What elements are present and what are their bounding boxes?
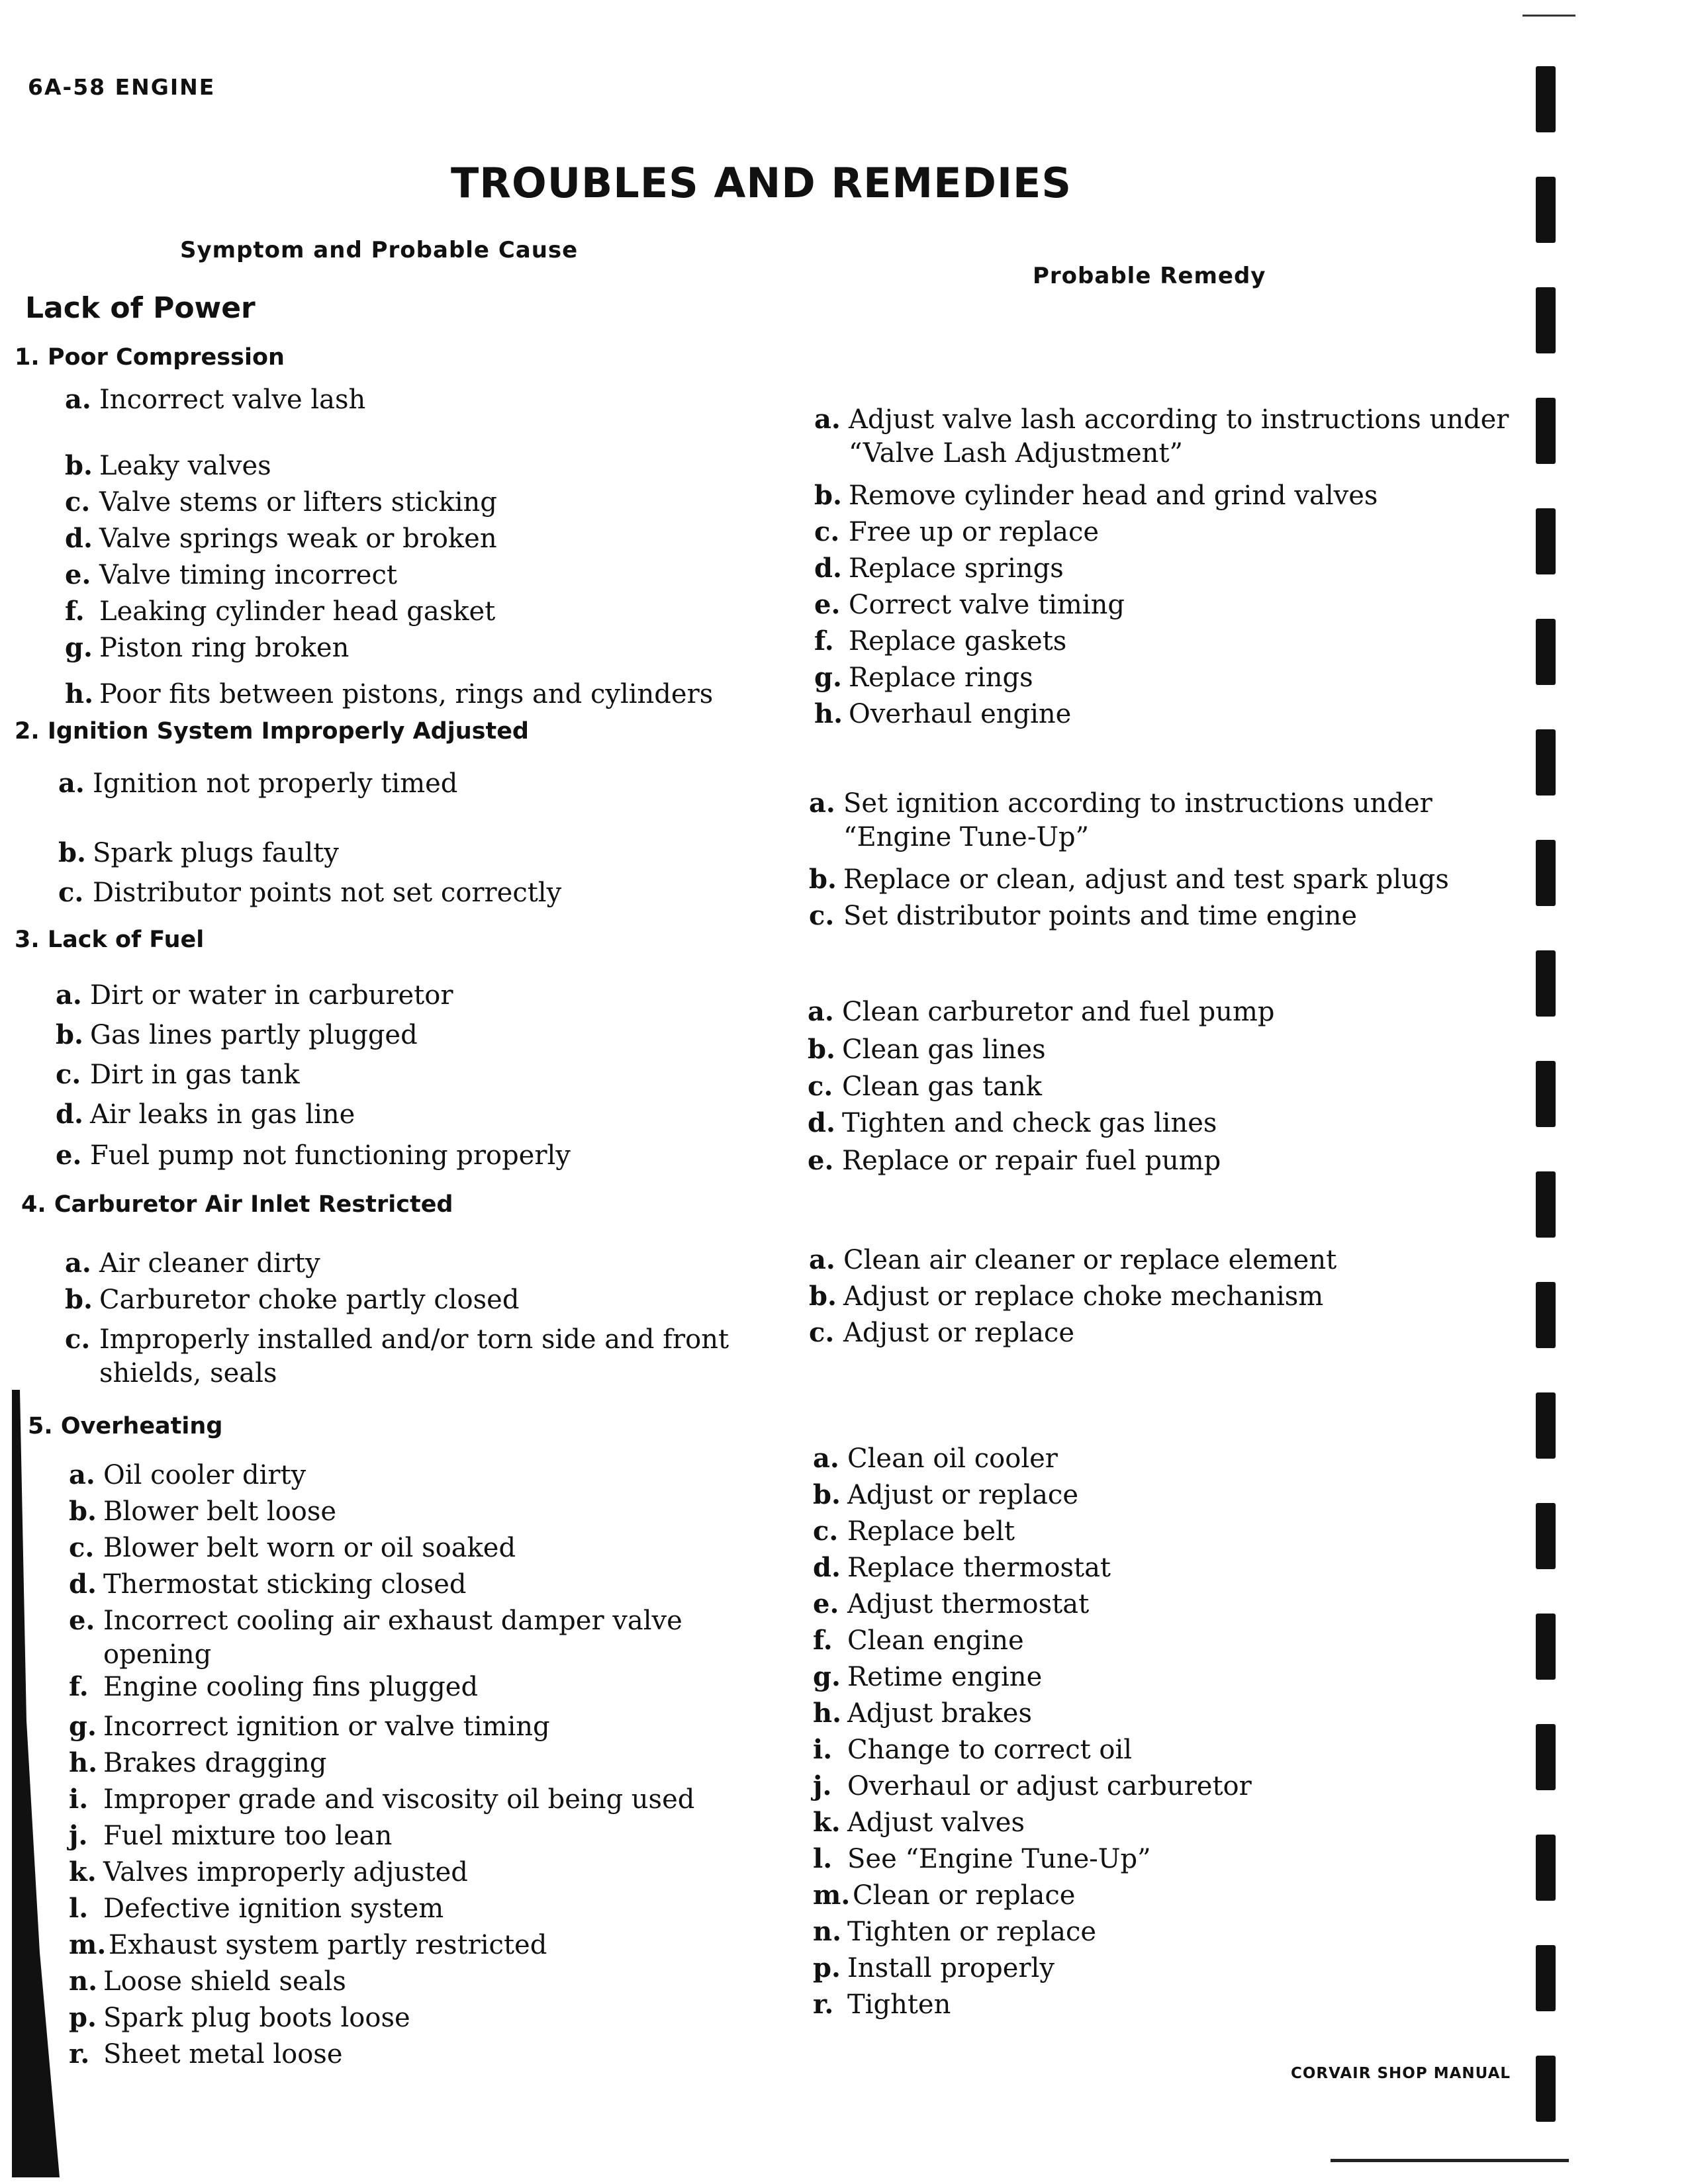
- cause-item-letter: m.: [69, 1929, 107, 1960]
- remedy-item-letter: d.: [814, 553, 842, 584]
- binding-mark: [1536, 66, 1556, 132]
- cause-item: [58, 877, 561, 908]
- remedy-item-letter: c.: [814, 516, 840, 547]
- remedy-item-text: Replace or repair fuel pump: [842, 1146, 1221, 1176]
- cause-item: [56, 979, 453, 1011]
- cause-item-text: Valves improperly adjusted: [103, 1857, 468, 1888]
- remedy-item-letter: l.: [813, 1843, 833, 1874]
- cause-item-text: Dirt or water in carburetor: [90, 980, 453, 1011]
- remedy-item-text: Clean air cleaner or replace element: [843, 1245, 1337, 1275]
- remedy-item-text: Adjust or replace choke mechanism: [843, 1281, 1324, 1312]
- cause-item-text: Fuel pump not functioning properly: [90, 1140, 571, 1171]
- binding-mark: [1536, 729, 1556, 796]
- cause-item-text: Air cleaner dirty: [99, 1248, 320, 1279]
- cause-item: [69, 2002, 410, 2033]
- remedy-item: [813, 1516, 1015, 1547]
- cause-item: [58, 837, 339, 868]
- remedy-item-text: Free up or replace: [849, 517, 1100, 547]
- cause-item-text: Blower belt worn or oil soaked: [103, 1533, 516, 1563]
- cause-item-text: Leaky valves: [99, 451, 271, 481]
- remedy-item-text: Clean gas tank: [842, 1071, 1043, 1102]
- cause-item: [69, 1459, 306, 1490]
- remedy-item-text: Clean gas lines: [842, 1034, 1046, 1065]
- cause-item-text: Incorrect cooling air exhaust damper valve: [103, 1606, 682, 1636]
- cause-item-text: Spark plug boots loose: [103, 2003, 410, 2033]
- remedy-item: [813, 1770, 1252, 1801]
- remedy-item-letter: b.: [813, 1479, 841, 1510]
- cause-item-letter: k.: [69, 1856, 97, 1888]
- page-title: TROUBLES AND REMEDIES: [450, 159, 1072, 207]
- binding-mark: [1536, 1945, 1556, 2011]
- column-header-remedy: Probable Remedy: [1033, 263, 1266, 289]
- remedy-item: [814, 404, 1509, 435]
- remedy-item-text: Correct valve timing: [849, 590, 1125, 620]
- cause-item: [69, 1929, 547, 1960]
- remedy-item: [814, 662, 1033, 693]
- bottom-rule: [1331, 2159, 1569, 2162]
- cause-item-text: Brakes dragging: [103, 1748, 327, 1778]
- binding-mark: [1536, 1061, 1556, 1127]
- cause-item-letter: c.: [65, 1324, 91, 1355]
- cause-item-letter: l.: [69, 1893, 89, 1924]
- remedy-item-text: Replace belt: [847, 1516, 1015, 1547]
- cause-item: [65, 678, 713, 709]
- remedy-item: [809, 864, 1449, 895]
- remedy-item: [809, 788, 1432, 819]
- remedy-item-letter: j.: [813, 1770, 832, 1801]
- remedy-item-text: Replace thermostat: [847, 1553, 1111, 1583]
- binding-mark: [1536, 287, 1556, 353]
- remedy-item: [813, 1661, 1042, 1692]
- cause-item-letter: g.: [65, 632, 93, 663]
- cause-item-text: Improperly installed and/or torn side and front: [99, 1324, 729, 1355]
- cause-item-letter: d.: [65, 523, 93, 554]
- cause-item-text: Incorrect ignition or valve timing: [103, 1711, 550, 1742]
- remedy-item-text: Set ignition according to instructions under: [843, 788, 1432, 819]
- remedy-item-letter: a.: [813, 1443, 839, 1474]
- remedy-item-letter: b.: [814, 480, 842, 511]
- remedy-item: [813, 1479, 1078, 1510]
- remedy-item: [813, 1952, 1055, 1983]
- cause-item-text: Piston ring broken: [99, 633, 350, 663]
- cause-item: [65, 596, 495, 627]
- remedy-item-text: Tighten or replace: [847, 1917, 1097, 1947]
- remedy-item: [813, 1843, 1151, 1874]
- remedy-item-text: Overhaul or adjust carburetor: [847, 1771, 1252, 1801]
- cause-item-letter: a.: [69, 1459, 95, 1490]
- remedy-item-text: Tighten: [847, 1989, 951, 2020]
- remedy-item-text: Adjust or replace: [843, 1318, 1075, 1348]
- cause-item-text: Ignition not properly timed: [93, 768, 458, 799]
- cause-item-letter: b.: [58, 837, 86, 868]
- cause-item-letter: c.: [58, 877, 84, 908]
- remedy-item-letter: b.: [808, 1034, 835, 1065]
- remedy-item-letter: i.: [813, 1734, 833, 1765]
- cause-item: [69, 1605, 682, 1636]
- cause-item-continuation: shields, seals: [99, 1358, 277, 1388]
- remedy-item-text: Adjust valves: [847, 1807, 1025, 1838]
- cause-item: [65, 450, 271, 481]
- remedy-item: [814, 625, 1066, 657]
- cause-item-letter: b.: [69, 1496, 97, 1527]
- trouble-group-title: 4. Carburetor Air Inlet Restricted: [21, 1191, 453, 1218]
- binding-mark: [1536, 177, 1556, 243]
- remedy-item-letter: g.: [814, 662, 842, 693]
- cause-item-text: Valve stems or lifters sticking: [99, 487, 497, 518]
- section-title: Lack of Power: [25, 291, 256, 325]
- remedy-item: [814, 516, 1099, 547]
- binding-mark: [1536, 1614, 1556, 1680]
- cause-item-letter: g.: [69, 1711, 97, 1742]
- binding-mark: [1536, 508, 1556, 574]
- binding-mark: [1536, 619, 1556, 685]
- binding-mark: [1536, 1282, 1556, 1348]
- cause-item-text: Valve springs weak or broken: [99, 523, 497, 554]
- cause-item-text: Spark plugs faulty: [93, 838, 339, 868]
- remedy-item-letter: p.: [813, 1952, 841, 1983]
- remedy-item-text: Overhaul engine: [849, 699, 1072, 729]
- remedy-item-letter: c.: [808, 1071, 833, 1102]
- cause-item: [65, 1324, 729, 1355]
- remedy-item-letter: e.: [814, 589, 841, 620]
- remedy-item-text: Change to correct oil: [847, 1735, 1133, 1765]
- cause-item: [69, 1784, 694, 1815]
- cause-item: [69, 1820, 392, 1851]
- remedy-item-letter: f.: [813, 1625, 833, 1656]
- cause-item: [69, 1711, 550, 1742]
- remedy-item: [814, 589, 1125, 620]
- page-header: 6A-58 ENGINE: [28, 74, 216, 100]
- binding-mark: [1536, 2056, 1556, 2122]
- cause-item: [65, 559, 397, 590]
- remedy-item: [813, 1916, 1096, 1947]
- cause-item-text: Air leaks in gas line: [90, 1099, 355, 1130]
- cause-item-letter: p.: [69, 2002, 97, 2033]
- trouble-group-title: 2. Ignition System Improperly Adjusted: [15, 718, 529, 745]
- cause-item-letter: c.: [56, 1059, 81, 1090]
- remedy-item: [814, 480, 1378, 511]
- remedy-item-text: Adjust valve lash according to instructions under: [849, 404, 1509, 435]
- remedy-item-continuation: “Valve Lash Adjustment”: [849, 438, 1183, 469]
- cause-item-letter: c.: [65, 486, 91, 518]
- cause-item: [69, 1496, 336, 1527]
- binding-mark: [1536, 1392, 1556, 1459]
- cause-item-letter: c.: [69, 1532, 95, 1563]
- remedy-item-text: Retime engine: [847, 1662, 1043, 1692]
- remedy-item-text: Tighten and check gas lines: [842, 1108, 1217, 1138]
- remedy-item-letter: c.: [813, 1516, 839, 1547]
- cause-item-letter: f.: [65, 596, 85, 627]
- remedy-item: [814, 553, 1064, 584]
- cause-item: [65, 486, 497, 518]
- cause-item-text: Incorrect valve lash: [99, 385, 366, 415]
- remedy-item-text: Install properly: [847, 1953, 1055, 1983]
- cause-item: [65, 1248, 320, 1279]
- cause-item: [65, 523, 497, 554]
- remedy-item-letter: e.: [808, 1145, 834, 1176]
- page-footer: CORVAIR SHOP MANUAL: [1291, 2065, 1511, 2082]
- remedy-item-text: Clean engine: [847, 1625, 1024, 1656]
- remedy-item: [813, 1734, 1132, 1765]
- cause-item-letter: e.: [56, 1140, 82, 1171]
- remedy-item-letter: b.: [809, 1281, 837, 1312]
- cause-item: [69, 1671, 478, 1702]
- cause-item-text: Exhaust system partly restricted: [109, 1930, 547, 1960]
- remedy-item: [813, 1588, 1089, 1619]
- cause-item-text: Dirt in gas tank: [90, 1060, 300, 1090]
- remedy-item: [813, 1807, 1025, 1838]
- remedy-item: [813, 1698, 1032, 1729]
- remedy-item-text: Clean carburetor and fuel pump: [842, 997, 1275, 1027]
- binding-mark: [1536, 1835, 1556, 1901]
- remedy-item-text: See “Engine Tune-Up”: [847, 1844, 1151, 1874]
- remedy-item-letter: a.: [809, 788, 835, 819]
- binding-mark: [1536, 1724, 1556, 1790]
- remedy-item: [808, 1145, 1221, 1176]
- cause-item: [69, 1532, 516, 1563]
- column-header-symptom: Symptom and Probable Cause: [180, 237, 579, 263]
- remedy-item: [814, 698, 1071, 729]
- remedy-item-letter: d.: [813, 1552, 841, 1583]
- cause-item: [65, 632, 349, 663]
- cause-item-continuation: opening: [103, 1639, 212, 1670]
- remedy-item: [809, 900, 1357, 931]
- cause-item: [56, 1019, 418, 1050]
- top-rule: [1523, 15, 1575, 17]
- cause-item-letter: f.: [69, 1671, 89, 1702]
- cause-item: [65, 384, 365, 415]
- binding-mark: [1536, 1503, 1556, 1569]
- cause-item-text: Poor fits between pistons, rings and cylinders: [99, 679, 714, 709]
- binding-mark: [1536, 950, 1556, 1017]
- binding-mark: [1536, 1171, 1556, 1238]
- binding-mark: [1536, 840, 1556, 906]
- trouble-group-title: 5. Overheating: [28, 1413, 223, 1439]
- cause-item-text: Valve timing incorrect: [99, 560, 397, 590]
- remedy-item-text: Adjust thermostat: [847, 1589, 1090, 1619]
- remedy-item-letter: g.: [813, 1661, 841, 1692]
- remedy-item-continuation: “Engine Tune-Up”: [843, 822, 1090, 852]
- trouble-group-title: 3. Lack of Fuel: [15, 927, 205, 953]
- remedy-item-letter: h.: [814, 698, 843, 729]
- remedy-item: [808, 1071, 1042, 1102]
- remedy-item-text: Clean oil cooler: [847, 1443, 1058, 1474]
- remedy-item-letter: a.: [808, 996, 834, 1027]
- remedy-item-letter: a.: [814, 404, 841, 435]
- remedy-item-letter: m.: [813, 1880, 851, 1911]
- cause-item-letter: a.: [56, 979, 82, 1011]
- remedy-item-letter: b.: [809, 864, 837, 895]
- remedy-item: [813, 1625, 1024, 1656]
- remedy-item: [809, 1244, 1336, 1275]
- remedy-item-text: Remove cylinder head and grind valves: [849, 480, 1378, 511]
- remedy-item: [808, 1034, 1046, 1065]
- cause-item-letter: b.: [56, 1019, 83, 1050]
- cause-item-text: Leaking cylinder head gasket: [99, 596, 496, 627]
- remedy-item: [813, 1989, 951, 2020]
- cause-item-letter: b.: [65, 1284, 93, 1315]
- cause-item-letter: a.: [58, 768, 85, 799]
- cause-item: [69, 1747, 326, 1778]
- cause-item-text: Distributor points not set correctly: [93, 878, 562, 908]
- cause-item: [69, 1856, 468, 1888]
- remedy-item-text: Clean or replace: [853, 1880, 1076, 1911]
- cause-item-letter: e.: [65, 559, 91, 590]
- cause-item-letter: i.: [69, 1784, 89, 1815]
- cause-item-text: Thermostat sticking closed: [103, 1569, 467, 1600]
- remedy-item-letter: r.: [813, 1989, 834, 2020]
- cause-item-text: Oil cooler dirty: [103, 1460, 306, 1490]
- remedy-item-text: Replace or clean, adjust and test spark plugs: [843, 864, 1449, 895]
- remedy-item: [813, 1552, 1111, 1583]
- cause-item-text: Fuel mixture too lean: [103, 1821, 393, 1851]
- remedy-item-letter: c.: [809, 1317, 835, 1348]
- remedy-item: [808, 996, 1275, 1027]
- cause-item-letter: e.: [69, 1605, 95, 1636]
- cause-item-letter: j.: [69, 1820, 88, 1851]
- remedy-item-letter: c.: [809, 900, 835, 931]
- binding-mark: [1536, 398, 1556, 464]
- cause-item-letter: h.: [69, 1747, 98, 1778]
- cause-item-letter: r.: [69, 2038, 90, 2070]
- remedy-item-letter: d.: [808, 1107, 835, 1138]
- remedy-item-text: Set distributor points and time engine: [843, 901, 1358, 931]
- cause-item: [69, 1893, 444, 1924]
- remedy-item: [809, 1281, 1323, 1312]
- remedy-item-letter: a.: [809, 1244, 835, 1275]
- cause-item-text: Blower belt loose: [103, 1496, 337, 1527]
- cause-item: [65, 1284, 519, 1315]
- remedy-item: [813, 1880, 1075, 1911]
- cause-item: [69, 1966, 346, 1997]
- cause-item-text: Defective ignition system: [103, 1893, 444, 1924]
- remedy-item-text: Adjust or replace: [847, 1480, 1079, 1510]
- cause-item: [58, 768, 457, 799]
- cause-item-letter: a.: [65, 384, 91, 415]
- remedy-item-text: Replace springs: [849, 553, 1064, 584]
- cause-item: [56, 1140, 571, 1171]
- remedy-item-letter: n.: [813, 1916, 842, 1947]
- remedy-item-text: Replace rings: [849, 662, 1033, 693]
- cause-item-letter: b.: [65, 450, 93, 481]
- remedy-item: [809, 1317, 1074, 1348]
- remedy-item: [813, 1443, 1058, 1474]
- remedy-item-letter: e.: [813, 1588, 839, 1619]
- remedy-item-letter: h.: [813, 1698, 842, 1729]
- remedy-item: [808, 1107, 1217, 1138]
- cause-item-letter: d.: [56, 1099, 83, 1130]
- remedy-item-text: Adjust brakes: [847, 1698, 1032, 1729]
- cause-item-text: Loose shield seals: [103, 1966, 346, 1997]
- cause-item-letter: h.: [65, 678, 94, 709]
- cause-item-letter: n.: [69, 1966, 98, 1997]
- cause-item-letter: a.: [65, 1248, 91, 1279]
- cause-item-letter: d.: [69, 1569, 97, 1600]
- cause-item: [69, 1569, 466, 1600]
- cause-item: [69, 2038, 342, 2070]
- cause-item-text: Sheet metal loose: [103, 2039, 343, 2070]
- page-binding-edge: [0, 0, 93, 2184]
- remedy-item-letter: k.: [813, 1807, 841, 1838]
- trouble-group-title: 1. Poor Compression: [15, 344, 285, 371]
- remedy-item-text: Replace gaskets: [849, 626, 1067, 657]
- cause-item-text: Improper grade and viscosity oil being used: [103, 1784, 695, 1815]
- remedy-item-letter: f.: [814, 625, 834, 657]
- cause-item-text: Engine cooling fins plugged: [103, 1672, 479, 1702]
- cause-item-text: Gas lines partly plugged: [90, 1020, 418, 1050]
- cause-item-text: Carburetor choke partly closed: [99, 1285, 520, 1315]
- cause-item: [56, 1099, 355, 1130]
